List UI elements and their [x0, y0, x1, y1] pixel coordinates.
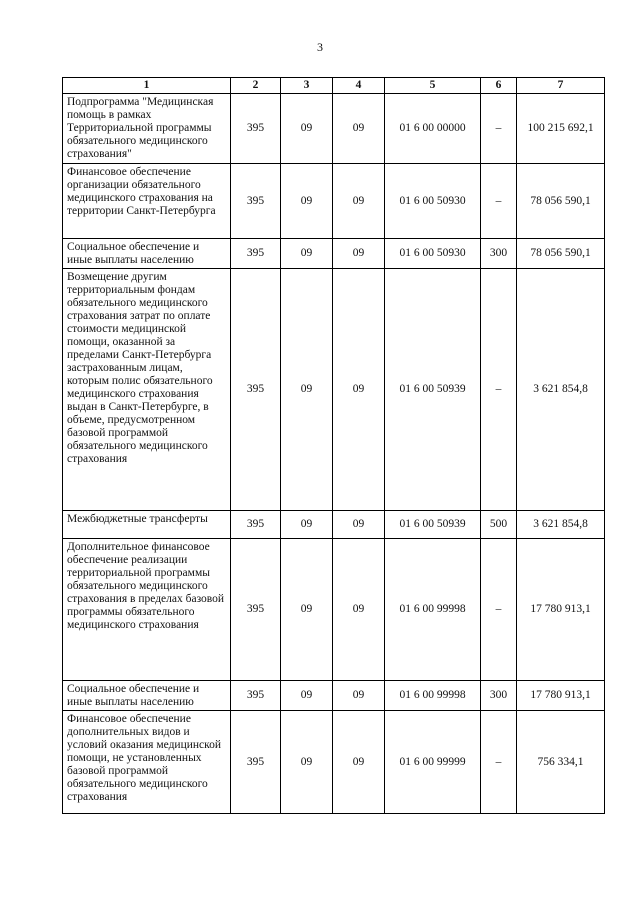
col6-cell: – — [481, 164, 517, 239]
col3-cell: 09 — [281, 164, 333, 239]
table-row — [63, 94, 605, 164]
col4-cell: 09 — [333, 164, 385, 239]
col6-cell: – — [481, 539, 517, 681]
row-name: Дополнительное финансовое обеспечение реализации территориальной программы обязательного медицинского страхования в пределах базовой программы обязательного медицинского страхования — [63, 539, 231, 681]
col4-cell: 09 — [333, 539, 385, 681]
col2-cell: 395 — [231, 164, 281, 239]
col3-cell: 09 — [281, 539, 333, 681]
col7-cell: 78 056 590,1 — [517, 164, 605, 239]
header-cell: 6 — [481, 78, 517, 94]
col3-cell: 09 — [281, 511, 333, 539]
table-row — [63, 239, 605, 269]
col7-cell: 100 215 692,1 — [517, 94, 605, 164]
col2-cell: 395 — [231, 681, 281, 711]
col4-cell: 09 — [333, 711, 385, 814]
header-cell: 4 — [333, 78, 385, 94]
row-name: Финансовое обеспечение организации обязательного медицинского страхования на территории Санкт-Петербурга — [63, 164, 231, 239]
table-row — [63, 539, 605, 681]
col5-cell: 01 6 00 99998 — [385, 681, 481, 711]
header-cell: 2 — [231, 78, 281, 94]
table-row — [63, 511, 605, 539]
header-cell: 7 — [517, 78, 605, 94]
row-name: Межбюджетные трансферты — [63, 511, 231, 539]
header-cell: 3 — [281, 78, 333, 94]
col6-cell: 300 — [481, 681, 517, 711]
col3-cell: 09 — [281, 269, 333, 511]
col2-cell: 395 — [231, 239, 281, 269]
col7-cell: 17 780 913,1 — [517, 539, 605, 681]
col4-cell: 09 — [333, 239, 385, 269]
col5-cell: 01 6 00 99999 — [385, 711, 481, 814]
row-name: Подпрограмма "Медицинская помощь в рамках Территориальной программы обязательного медицинского страхования" — [63, 94, 231, 164]
col2-cell: 395 — [231, 269, 281, 511]
col6-cell: – — [481, 711, 517, 814]
col3-cell: 09 — [281, 711, 333, 814]
table-row — [63, 164, 605, 239]
col2-cell: 395 — [231, 711, 281, 814]
row-name: Возмещение другим территориальным фондам обязательного медицинского страхования затрат по оплате стоимости медицинской помощи, оказанной за пределами Санкт-Петербурга застрахованным лицам, которым полис обязательного медицинского страхования выдан в Санкт-Петербурге, в объеме, предусмотренном базовой программой обязательного медицинского страхования — [63, 269, 231, 511]
col5-cell: 01 6 00 50939 — [385, 269, 481, 511]
col2-cell: 395 — [231, 511, 281, 539]
row-name: Социальное обеспечение и иные выплаты населению — [63, 681, 231, 711]
col5-cell: 01 6 00 50939 — [385, 511, 481, 539]
col4-cell: 09 — [333, 681, 385, 711]
col2-cell: 395 — [231, 539, 281, 681]
col2-cell: 395 — [231, 94, 281, 164]
table-row — [63, 711, 605, 814]
col3-cell: 09 — [281, 94, 333, 164]
col5-cell: 01 6 00 99998 — [385, 539, 481, 681]
header-row — [63, 78, 605, 94]
page-number: 3 — [317, 40, 323, 54]
header-cell: 5 — [385, 78, 481, 94]
col7-cell: 3 621 854,8 — [517, 269, 605, 511]
col4-cell: 09 — [333, 269, 385, 511]
row-name: Социальное обеспечение и иные выплаты населению — [63, 239, 231, 269]
col6-cell: – — [481, 94, 517, 164]
col4-cell: 09 — [333, 94, 385, 164]
col7-cell: 17 780 913,1 — [517, 681, 605, 711]
col7-cell: 3 621 854,8 — [517, 511, 605, 539]
col7-cell: 78 056 590,1 — [517, 239, 605, 269]
table-row — [63, 681, 605, 711]
col5-cell: 01 6 00 50930 — [385, 239, 481, 269]
col6-cell: 500 — [481, 511, 517, 539]
col5-cell: 01 6 00 00000 — [385, 94, 481, 164]
col3-cell: 09 — [281, 681, 333, 711]
table-row — [63, 269, 605, 511]
col6-cell: 300 — [481, 239, 517, 269]
col7-cell: 756 334,1 — [517, 711, 605, 814]
col6-cell: – — [481, 269, 517, 511]
header-cell: 1 — [63, 78, 231, 94]
col5-cell: 01 6 00 50930 — [385, 164, 481, 239]
col4-cell: 09 — [333, 511, 385, 539]
budget-table — [62, 77, 605, 814]
col3-cell: 09 — [281, 239, 333, 269]
row-name: Финансовое обеспечение дополнительных видов и условий оказания медицинской помощи, не установленных базовой программой обязательного медицинского страхования — [63, 711, 231, 814]
